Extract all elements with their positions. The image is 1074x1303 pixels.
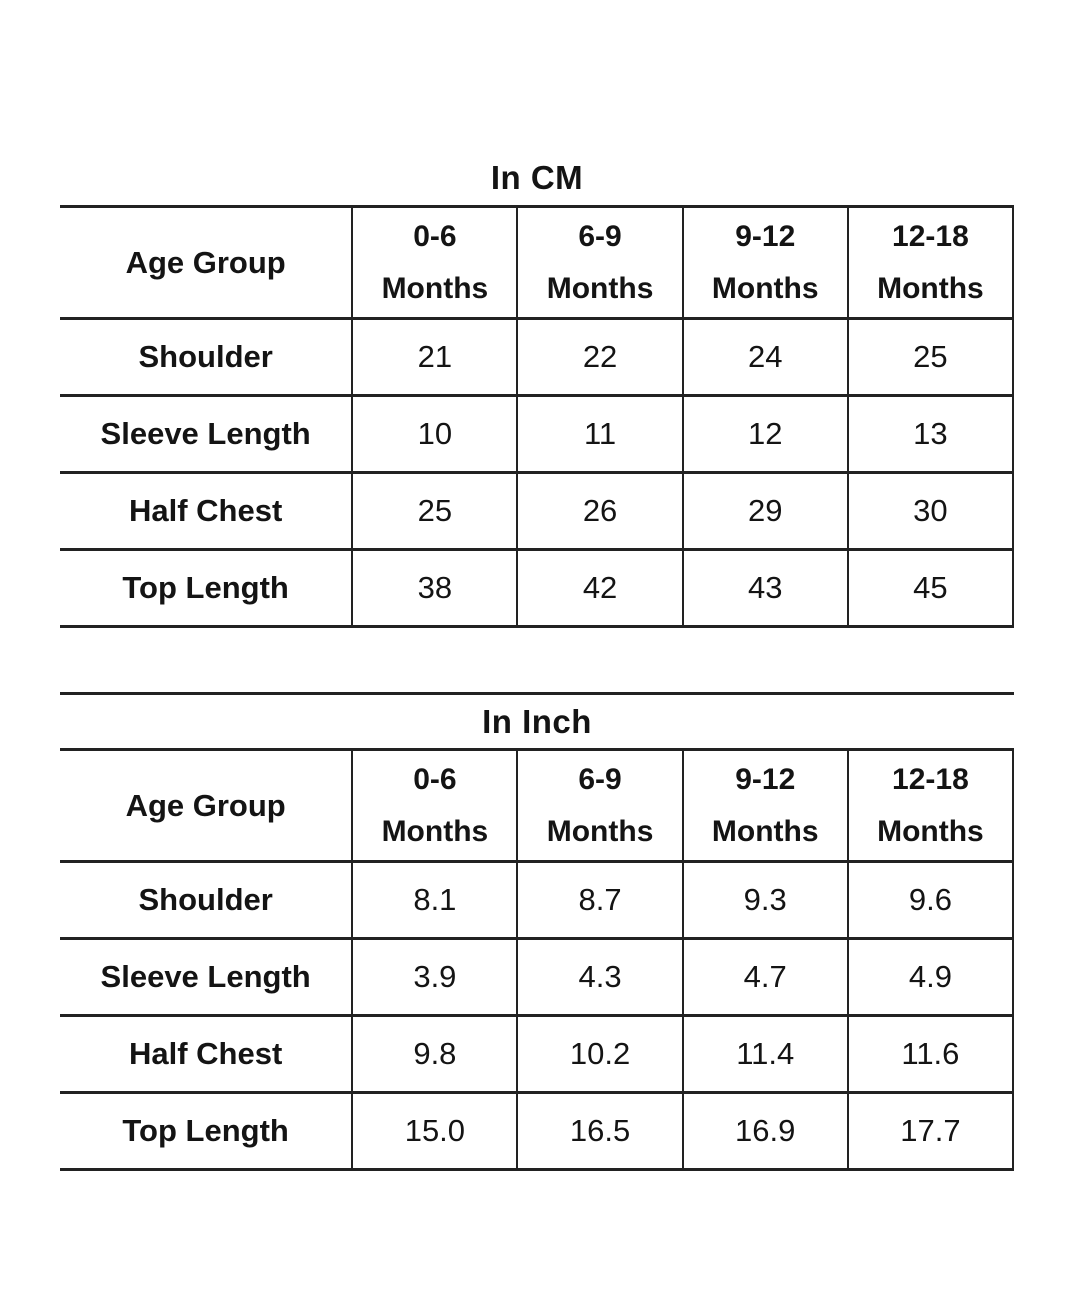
measurement-cell: 9.6 <box>848 862 1013 939</box>
inch-header-9-12-months <box>683 750 848 862</box>
measurement-cell: 17.7 <box>848 1093 1013 1170</box>
cm-header-6-9-months <box>517 207 682 319</box>
month-unit: Months <box>711 271 819 305</box>
measurement-cell: 26 <box>517 473 682 550</box>
measurement-cell: 4.9 <box>848 939 1013 1016</box>
measurement-cell: 4.3 <box>517 939 682 1016</box>
measurement-cell: 8.7 <box>517 862 682 939</box>
measurement-cell: 30 <box>848 473 1013 550</box>
measurement-cell: 3.9 <box>352 939 517 1016</box>
cm-header-age-group: Age Group <box>60 207 352 319</box>
cm-header-12-18-months <box>848 207 1013 319</box>
measurement-cell: 10.2 <box>517 1016 682 1093</box>
month-unit: Months <box>381 271 489 305</box>
table-title-inch: In Inch <box>60 692 1014 748</box>
row-label: Top Length <box>60 550 352 627</box>
cm-header-row <box>60 207 1013 319</box>
measurement-cell: 43 <box>683 550 848 627</box>
month-unit: Months <box>711 814 819 848</box>
table-title-cm: In CM <box>490 158 584 196</box>
measurement-cell: 42 <box>517 550 682 627</box>
size-table-inch <box>60 748 1014 1171</box>
month-range: 9-12 <box>735 219 796 253</box>
cm-header-0-6-months <box>352 207 517 319</box>
cm-row-top-length <box>60 550 1013 627</box>
measurement-cell: 38 <box>352 550 517 627</box>
measurement-cell: 24 <box>683 319 848 396</box>
measurement-cell: 11.4 <box>683 1016 848 1093</box>
month-unit: Months <box>877 271 984 305</box>
inch-header-row <box>60 750 1013 862</box>
row-label: Half Chest <box>60 473 352 550</box>
month-unit: Months <box>546 271 654 305</box>
month-unit: Months <box>546 814 654 848</box>
cm-header-9-12-months <box>683 207 848 319</box>
month-range: 0-6 <box>413 762 457 796</box>
row-label: Sleeve Length <box>60 939 352 1016</box>
size-section-inch <box>60 692 1014 1171</box>
measurement-cell: 10 <box>352 396 517 473</box>
measurement-cell: 11 <box>517 396 682 473</box>
month-unit: Months <box>877 814 984 848</box>
measurement-cell: 9.8 <box>352 1016 517 1093</box>
month-range: 6-9 <box>578 219 622 253</box>
measurement-cell: 4.7 <box>683 939 848 1016</box>
measurement-cell: 45 <box>848 550 1013 627</box>
measurement-cell: 29 <box>683 473 848 550</box>
inch-row-shoulder <box>60 862 1013 939</box>
cm-row-shoulder <box>60 319 1013 396</box>
measurement-cell: 9.3 <box>683 862 848 939</box>
inch-header-0-6-months <box>352 750 517 862</box>
measurement-cell: 21 <box>352 319 517 396</box>
cm-row-sleeve-length <box>60 396 1013 473</box>
inch-row-sleeve-length <box>60 939 1013 1016</box>
month-unit: Months <box>381 814 489 848</box>
measurement-cell: 25 <box>352 473 517 550</box>
size-table-cm <box>60 205 1014 628</box>
month-range: 6-9 <box>578 762 622 796</box>
measurement-cell: 12 <box>683 396 848 473</box>
month-range: 9-12 <box>735 762 796 796</box>
measurement-cell: 11.6 <box>848 1016 1013 1093</box>
cm-row-half-chest <box>60 473 1013 550</box>
measurement-cell: 8.1 <box>352 862 517 939</box>
row-label: Sleeve Length <box>60 396 352 473</box>
measurement-cell: 22 <box>517 319 682 396</box>
row-label: Shoulder <box>60 862 352 939</box>
measurement-cell: 25 <box>848 319 1013 396</box>
row-label: Half Chest <box>60 1016 352 1093</box>
inch-header-12-18-months <box>848 750 1013 862</box>
row-label: Top Length <box>60 1093 352 1170</box>
measurement-cell: 16.5 <box>517 1093 682 1170</box>
inch-header-age-group: Age Group <box>60 750 352 862</box>
measurement-cell: 16.9 <box>683 1093 848 1170</box>
inch-row-half-chest <box>60 1016 1013 1093</box>
month-range: 12-18 <box>892 762 969 796</box>
inch-header-6-9-months <box>517 750 682 862</box>
size-section-cm <box>60 150 1014 628</box>
month-range: 0-6 <box>413 219 457 253</box>
measurement-cell: 15.0 <box>352 1093 517 1170</box>
measurement-cell: 13 <box>848 396 1013 473</box>
month-range: 12-18 <box>892 219 969 253</box>
inch-row-top-length <box>60 1093 1013 1170</box>
row-label: Shoulder <box>60 319 352 396</box>
